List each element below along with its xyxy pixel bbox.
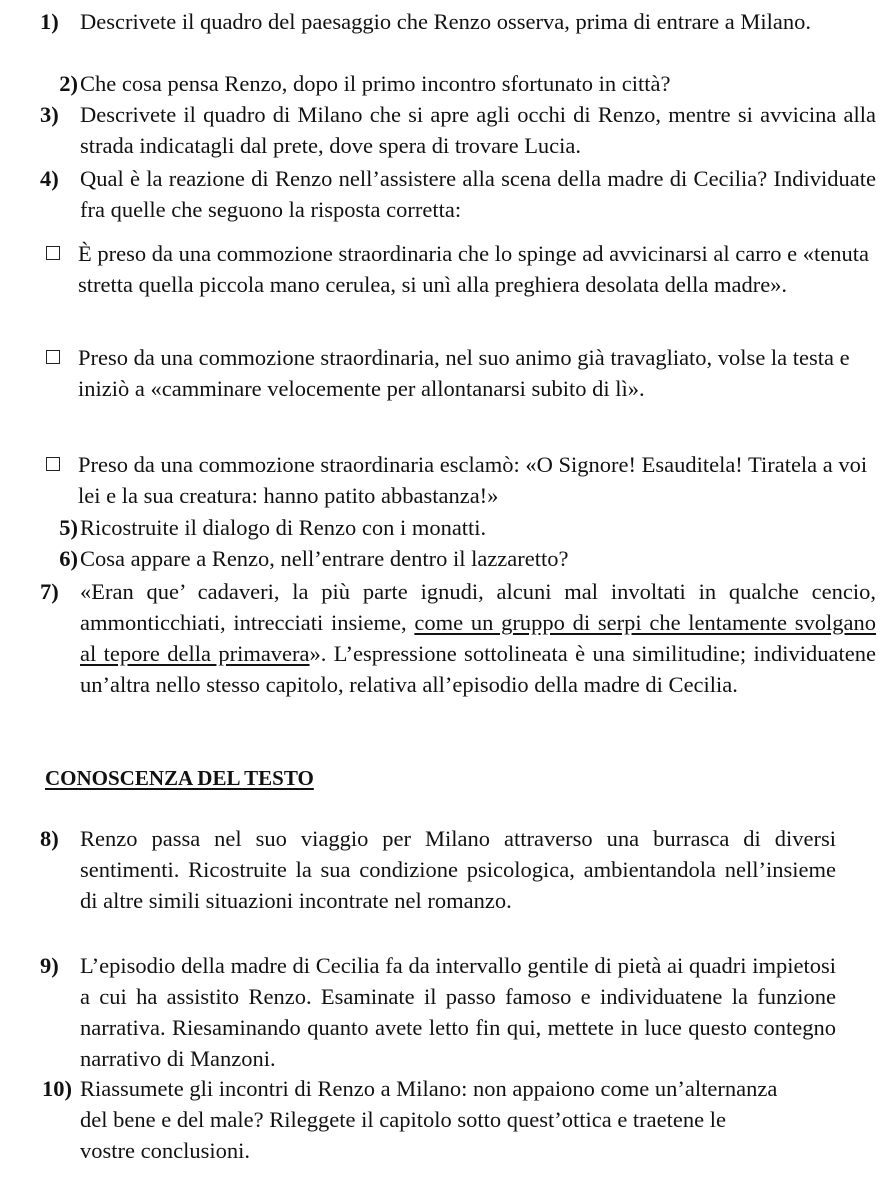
question-4 <box>40 163 876 225</box>
question-text: Qual è la reazione di Renzo nell’assistere alla scena della madre di Cecilia? Individuate fra quelle che seguono la risposta corretta: <box>80 166 876 222</box>
question-text: Che cosa pensa Renzo, dopo il primo incontro sfortunato in città? <box>80 71 671 96</box>
question-7 <box>40 576 876 700</box>
question-text: Renzo passa nel suo viaggio per Milano attraverso una burrasca di diversi sentimenti. Ricostruite la sua condizione psicologica, ambientandola nell’insieme di altre simili situazioni incontrate nel romanzo. <box>80 826 836 913</box>
question-text: Ricostruite il dialogo di Renzo con i monatti. <box>80 515 487 540</box>
question-number: 2) <box>59 71 78 96</box>
option-text: È preso da una commozione straordinaria che lo spinge ad avvicinarsi al carro e «tenuta stretta quella piccola mano cerulea, si unì alla preghiera desolata della madre». <box>78 241 869 297</box>
question-2 <box>40 68 876 99</box>
option-text: Preso da una commozione straordinaria esclamò: «O Signore! Esauditela! Tiratela a voi lei e la sua creatura: hanno patito abbastanza!» <box>78 452 868 508</box>
question-continuation: ». L’espressione sottolineata è una similitudine; individuatene un’altra nello stesso capitolo, relativa all’episodio della madre di Cecilia. <box>80 641 876 697</box>
checkbox-icon[interactable] <box>46 457 60 471</box>
question-text: Descrivete il quadro del paesaggio che Renzo osserva, prima di entrare a Milano. <box>80 9 811 34</box>
question-number: 10) <box>42 1076 72 1101</box>
question-10 <box>24 1073 784 1166</box>
question-number: 9) <box>40 953 59 978</box>
checkbox-icon[interactable] <box>46 350 60 364</box>
answer-option-1[interactable] <box>46 238 870 300</box>
question-number: 5) <box>59 515 78 540</box>
question-number: 3) <box>40 102 59 127</box>
section-heading: CONOSCENZA DEL TESTO <box>45 766 314 790</box>
question-6 <box>40 543 876 574</box>
checkbox-icon[interactable] <box>46 246 60 260</box>
question-number: 1) <box>40 9 59 34</box>
answer-option-2[interactable] <box>46 342 870 404</box>
answer-option-3[interactable] <box>46 449 870 511</box>
question-8 <box>40 823 836 916</box>
quote-text: «Eran que’ cadaveri, la più parte ignudi, alcuni mal involtati in qualche cencio, ammonticchiati, intrecciati insieme, <box>80 579 876 635</box>
question-text: Riassumete gli incontri di Renzo a Milano: non appaiono come un’alternanza del bene e del male? Rileggete il capitolo sotto quest’ottica e traetene le vostre conclusioni. <box>80 1076 778 1163</box>
question-9 <box>40 950 836 1074</box>
question-number: 6) <box>59 546 78 571</box>
question-text: L’episodio della madre di Cecilia fa da intervallo gentile di pietà ai quadri impietosi a cui ha assistito Renzo. Esaminate il passo famoso e individuatene la funzione narrativa. Riesaminando quanto avete letto fin qui, mettete in luce questo contegno narrativo di Manzoni. <box>80 953 836 1071</box>
question-1 <box>40 6 876 37</box>
question-5 <box>40 512 876 543</box>
question-text: Cosa appare a Renzo, nell’entrare dentro il lazzaretto? <box>80 546 569 571</box>
question-number: 4) <box>40 166 59 191</box>
question-text <box>80 576 876 700</box>
question-number: 8) <box>40 826 59 851</box>
question-3 <box>40 99 876 161</box>
underlined-simile: come un gruppo di serpi che lentamente svolgano al tepore della primavera <box>80 610 877 666</box>
question-number: 7) <box>40 579 59 604</box>
question-text: Descrivete il quadro di Milano che si apre agli occhi di Renzo, mentre si avvicina alla strada indicatagli dal prete, dove spera di trovare Lucia. <box>80 102 876 158</box>
option-text: Preso da una commozione straordinaria, nel suo animo già travagliato, volse la testa e iniziò a «camminare velocemente per allontanarsi subito di lì». <box>78 345 850 401</box>
